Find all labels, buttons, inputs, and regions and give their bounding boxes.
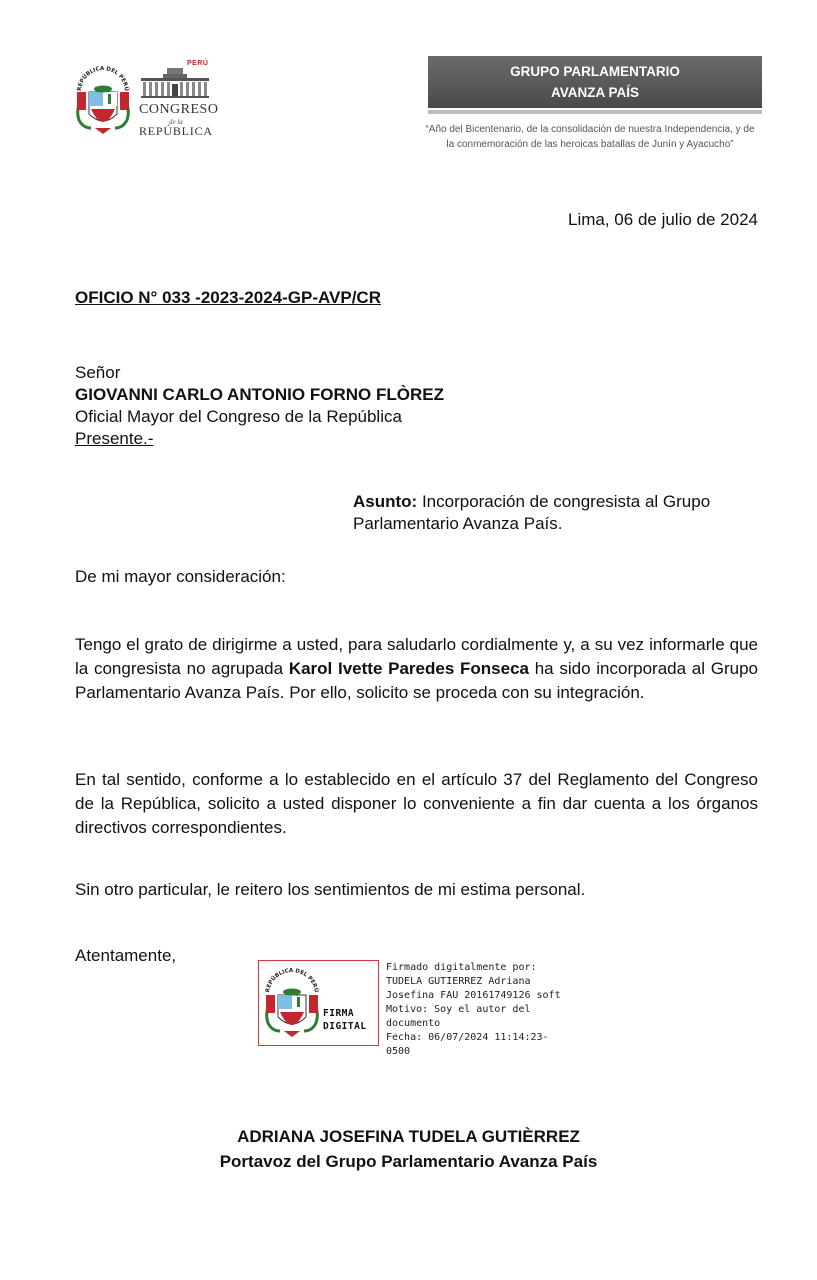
signer-block <box>0 1124 817 1174</box>
congresswoman-name: Karol Ivette Paredes Fonseca <box>288 659 529 678</box>
paragraph-1-part-a: Tengo el grato de dirigirme a usted, para saludarlo cordialmente y, a su vez informarle que la congresista no agrupada <box>75 635 758 678</box>
signature-line-4: Motivo: Soy el autor del <box>386 1004 531 1015</box>
signature-line-1: Firmado digitalmente por: <box>386 962 537 973</box>
recipient-block <box>75 362 444 450</box>
firma-label-line-2: DIGITAL <box>323 1021 367 1032</box>
congreso-logo <box>137 58 219 140</box>
letter-date: Lima, 06 de julio de 2024 <box>568 210 758 229</box>
group-line-2: AVANZA PAÍS <box>550 85 639 100</box>
congreso-logo-dela: de la <box>169 118 183 126</box>
firma-label-line-1: FIRMA <box>323 1008 355 1019</box>
signature-line-2: TUDELA GUTIERREZ Adriana <box>386 976 531 987</box>
letter-reference: OFICIO N° 033 -2023-2024-GP-AVP/CR <box>75 288 381 307</box>
signer-name: ADRIANA JOSEFINA TUDELA GUTIÈRREZ <box>237 1127 580 1146</box>
subject-block <box>353 491 763 535</box>
svg-text:REPÚBLICA DEL PERÚ: REPÚBLICA DEL PERÚ <box>265 967 319 993</box>
salutation-title: Señor <box>75 363 121 382</box>
banner-underline <box>428 110 762 114</box>
subject-label: Asunto: <box>353 492 418 511</box>
presente: Presente.- <box>75 429 154 448</box>
paragraph-3: Sin otro particular, le reitero los sentimientos de mi estima personal. <box>75 880 586 899</box>
stamp-coat-of-arms-icon <box>263 967 321 1043</box>
congress-building-icon <box>139 66 211 98</box>
digital-signature-stamp <box>258 960 379 1046</box>
congreso-logo-republica: REPÚBLICA <box>139 124 213 138</box>
congreso-logo-peru: PERÚ <box>187 60 209 67</box>
paragraph-1-part-b: ha sido incorporada al Grupo Parlamentario Avanza País. Por ello, solicito se proceda con su integración. <box>75 659 758 702</box>
signature-line-6: Fecha: 06/07/2024 11:14:23-0500 <box>386 1032 549 1057</box>
greeting: De mi mayor consideración: <box>75 567 286 586</box>
peru-coat-of-arms-logo <box>73 62 133 140</box>
digital-signature-details <box>386 961 566 1059</box>
group-line-1: GRUPO PARLAMENTARIO <box>510 64 680 79</box>
motto-line-1: “Año del Bicentenario, de la consolidación de nuestra Independencia, y de <box>425 124 755 135</box>
paragraph-2: En tal sentido, conforme a lo establecido en el artículo 37 del Reglamento del Congreso de la República, solicito a usted disponer lo conveniente a fin dar cuenta a los órganos directivos correspondientes. <box>75 770 758 837</box>
closing: Atentamente, <box>75 946 177 965</box>
signature-line-5: documento <box>386 1018 441 1029</box>
paragraph-1 <box>75 633 758 705</box>
year-motto <box>415 122 765 152</box>
recipient-name: GIOVANNI CARLO ANTONIO FORNO FLÒREZ <box>75 385 444 404</box>
congreso-logo-word: CONGRESO <box>139 102 219 117</box>
motto-line-2: la conmemoración de las heroicas batallas de Junín y Ayacucho” <box>446 139 734 150</box>
recipient-position: Oficial Mayor del Congreso de la República <box>75 407 402 426</box>
signature-line-3: Josefina FAU 20161749126 soft <box>386 990 561 1001</box>
svg-text:REPÚBLICA DEL PERÚ: REPÚBLICA DEL PERÚ <box>76 65 130 92</box>
firma-digital-label <box>323 1007 367 1033</box>
subject-text: Incorporación de congresista al Grupo Parlamentario Avanza País. <box>353 492 711 533</box>
signer-role: Portavoz del Grupo Parlamentario Avanza País <box>219 1152 598 1171</box>
parliamentary-group-banner <box>428 56 762 108</box>
